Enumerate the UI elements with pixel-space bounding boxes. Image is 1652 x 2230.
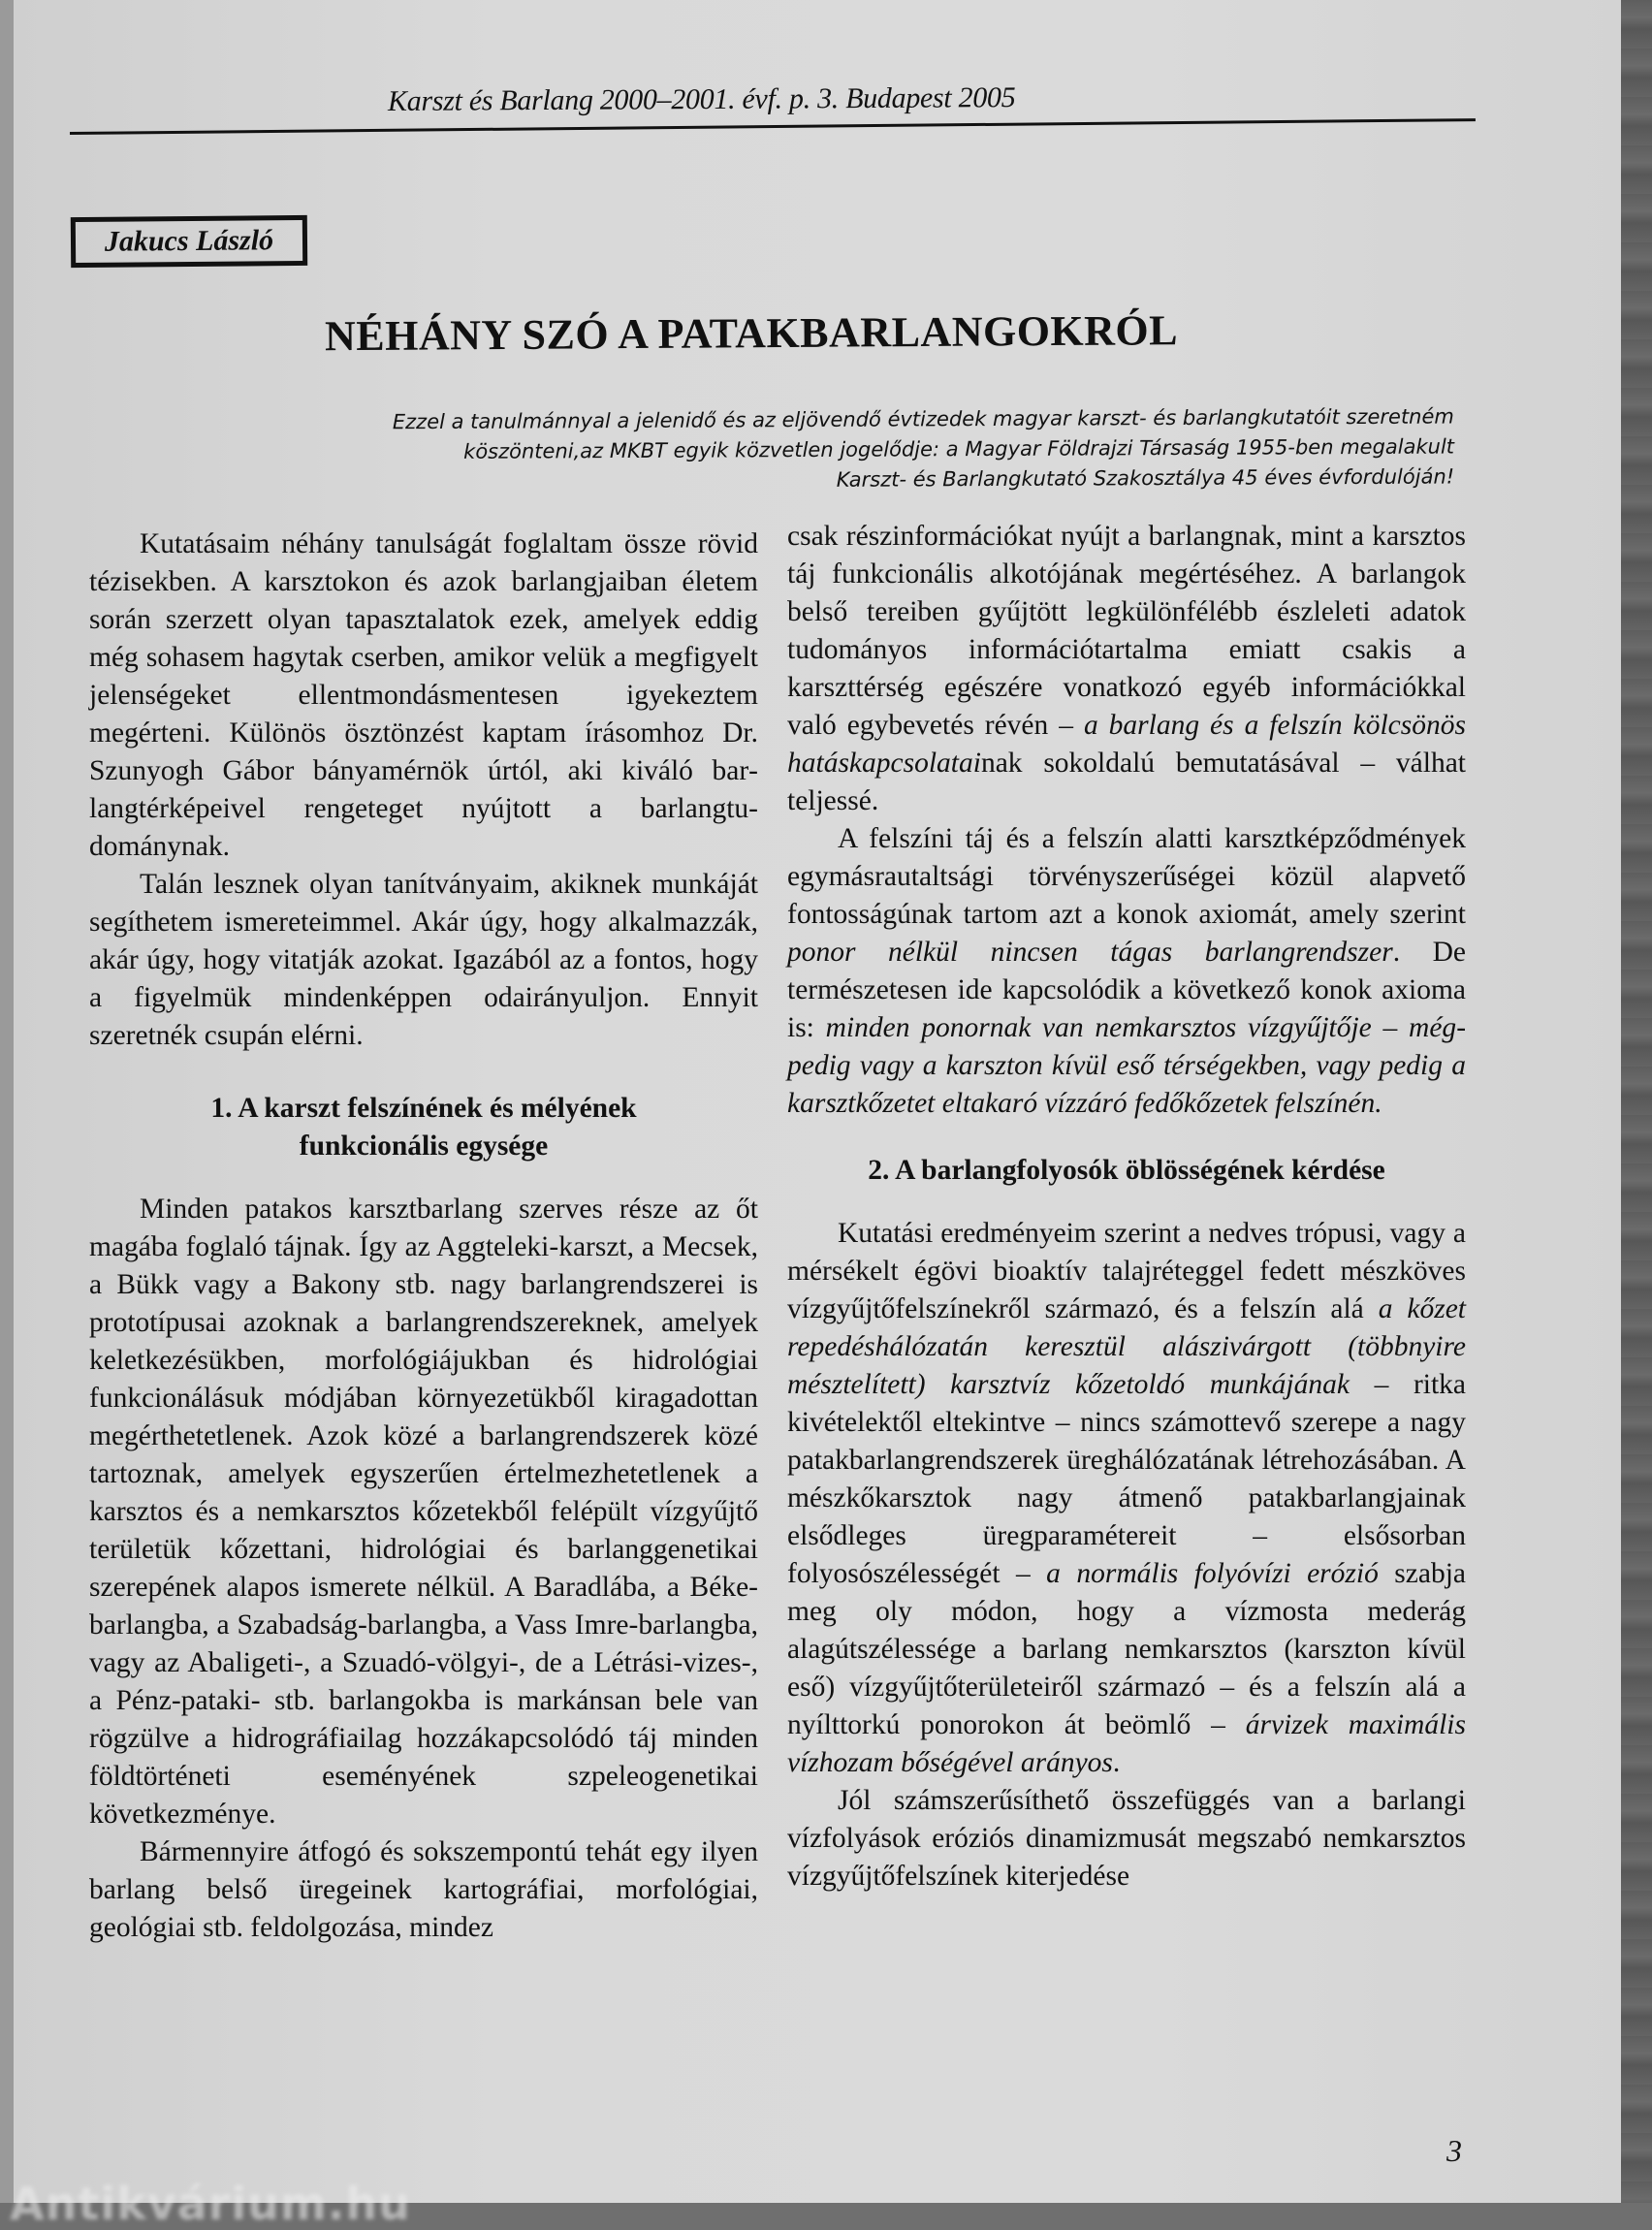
text-run: – ritka kivételektől eltekintve – nincs számottevő szerepe a nagy patakbarlangrendszerek üreghálózatának létrehozásában. A mészkőkarsztok nagy átmenő patakbarlangjainak elsődleges üregparamétereit – elsősorban folyosószélességét – [787, 1369, 1467, 1589]
section-heading-line: funkcionális egysége [299, 1131, 549, 1162]
paragraph [787, 518, 1466, 820]
text-run: szabja meg oly módon, hogy a vízmosta mederág alagútszélessége a barlang nemkarsztos (karszton kívül eső) vízgyűjtőterületeiről származó – és a felszín alá a nyílttorkú ponorokon át beömlő – [787, 1558, 1466, 1740]
paragraph [787, 1215, 1466, 1782]
emphasis: minden ponornak van nemkarsztos vízgyűjtője – mégpedig vagy a karszton kívül eső térségekben, vagy pedig a karsztkőzetet eltakaró vízzáró fedőkőzetek felszínén. [787, 1012, 1467, 1119]
emphasis: árvizek maximális vízhozam bőségével arányos [787, 1709, 1466, 1778]
dedication-line: Ezzel a tanulmánnyal a jelenidő és az eljövendő évtizedek magyar karszt- és barlangkutatóit szeretném [392, 404, 1454, 434]
emphasis: ponor nélkül nincsen tágas barlangrendszer [787, 937, 1393, 968]
author-name: Jakucs László [104, 224, 274, 258]
paragraph: Talán lesznek olyan tanítványaim, akiknek munkáját segíthetem ismereteimmel. Akár úgy, hogy alkalmazzák, akár úgy, hogy vitatják azokat. Igazából az a fontos, hogy a figyelmük mindenképpen odairányuljon. Ennyit szeretnék csupán elérni. [89, 869, 758, 1051]
text-run: . [1112, 1747, 1121, 1778]
emphasis: a kőzet repedéshálózatán keresztül alászivárgott (többnyire mésztelített) karsztvíz kőzetoldó munkájának [787, 1293, 1466, 1400]
paragraph: Minden patakos karsztbarlang szerves része az őt magába foglaló tájnak. Így az Aggteleki-karszt, a Mecsek, a Bükk vagy a Bakony stb. nagy barlangrendszerei is prototípusai azoknak a barlangrendszereknek, amelyek keletkezésükben, morfológiájukban és hidrológiai funkcionálásuk módjában környezetükből kiragadottan megérthetetlenek. Azok közé a barlangrendszerek közé tartoznak, amelyek egyszerűen értelmezhetetlenek a karsztos és a nemkarsztos kőzetekből felépült vízgyűjtő területük kőzettani, hidrológiai és barlanggenetikai szerepének alapos ismerete nélkül. A Baradlába, a Béke-barlangba, a Szabadság-barlangba, a Vass Imre-barlangba, vagy az Abaligeti-, a Szuadó-völgyi-, de a Létrási-vizes-, a Pénz-pataki- stb. barlangokba is markánsan bele van rögzülve a hidrográfiailag hozzákapcsolódó táj minden földtörténeti eseményének szpeleogenetikai következménye. [89, 1194, 758, 1830]
emphasis: a normális folyóvízi erózió [1046, 1558, 1379, 1589]
text-run: Kutatási eredményeim szerint a nedves trópusi, vagy a mérsékelt égövi bioaktív talajréteggel fedett mészköves vízgyűjtőfelszínekről származó, és a felszín alá [787, 1218, 1466, 1324]
dedication [155, 401, 1454, 498]
page-number: 3 [1446, 2133, 1462, 2168]
section-heading-2: 2. A barlangfolyosók öblösségének kérdése [868, 1155, 1385, 1186]
paragraph: Kutatásaim néhány tanulságát foglaltam össze rövid tézisekben. A karsztokon és azok barlangjaiban életem során szerzett olyan tapasztalatok ezek, amelyek eddig még sohasem hagytak cserben, amikor velük a megfigyelt jelenségeket ellentmondásmentesen igyekeztem megérteni. Különös ösztönzést kaptam írásomhoz Dr. Szunyogh Gábor bányamérnök úrtól, aki kiváló barlangtérképeivel rengeteget nyújtott a barlangtudománynak. [89, 528, 758, 862]
text-run: A felszíni táj és a felszín alatti karsztképződmények egymásrautaltsági törvényszerűségei közül alapvető fontosságúnak tartom azt a konok axiomát, amely szerint [787, 823, 1466, 930]
text-run: nak sokoldalú bemutatásával – válhat teljessé. [787, 748, 1466, 816]
watermark: Antikvárium.hu [10, 2178, 411, 2230]
scan-right-edge [1621, 0, 1652, 2203]
dedication-line: Karszt- és Barlangkutató Szakosztálya 45 éves évfordulóján! [836, 464, 1455, 492]
dedication-line: köszönteni,az MKBT egyik közvetlen jogelődje: a Magyar Földrajzi Társaság 1955-ben megalakult [463, 434, 1455, 463]
section-heading-1 [89, 1090, 758, 1165]
running-head: Karszt és Barlang 2000–2001. évf. p. 3. Budapest 2005 [387, 81, 1016, 117]
text-run: . De természetesen ide kapcsolódik a következő konok axioma is: [787, 937, 1466, 1043]
article-title: NÉHÁNY SZÓ A PATAKBARLANGOKRÓL [324, 306, 1179, 361]
left-column [89, 526, 758, 1947]
emphasis: a barlang és a felszín kölcsönös hatáskapcsolatai [787, 710, 1466, 779]
scan-left-edge [0, 0, 14, 2203]
section-heading-line: 1. A karszt felszínének és mélyének [210, 1093, 637, 1124]
right-column [787, 518, 1466, 1896]
text-run: csak részinformációkat nyújt a barlangnak, mint a karsztos táj funkcionális alkotójának megértéséhez. A barlangok belső tereiben gyűjtött legkülönfélébb észleleti adatok tudományos információtartalma emiatt csakis a karszttérség egészére vonatkozó egyéb információkkal való egybevetés révén – [787, 521, 1466, 741]
paragraph: Bármennyire átfogó és sokszempontú tehát egy ilyen barlang belső üregeinek kartográfiai, morfológiai, geológiai stb. feldolgozása, mindez [89, 1836, 758, 1943]
author-box [71, 215, 307, 268]
paragraph [787, 820, 1466, 1123]
paragraph: Jól számszerűsíthető összefüggés van a barlangi vízfolyások eróziós dinamizmusát megszabó nemkarsztos vízgyűjtőfelszínek kiterjedése [787, 1785, 1466, 1892]
